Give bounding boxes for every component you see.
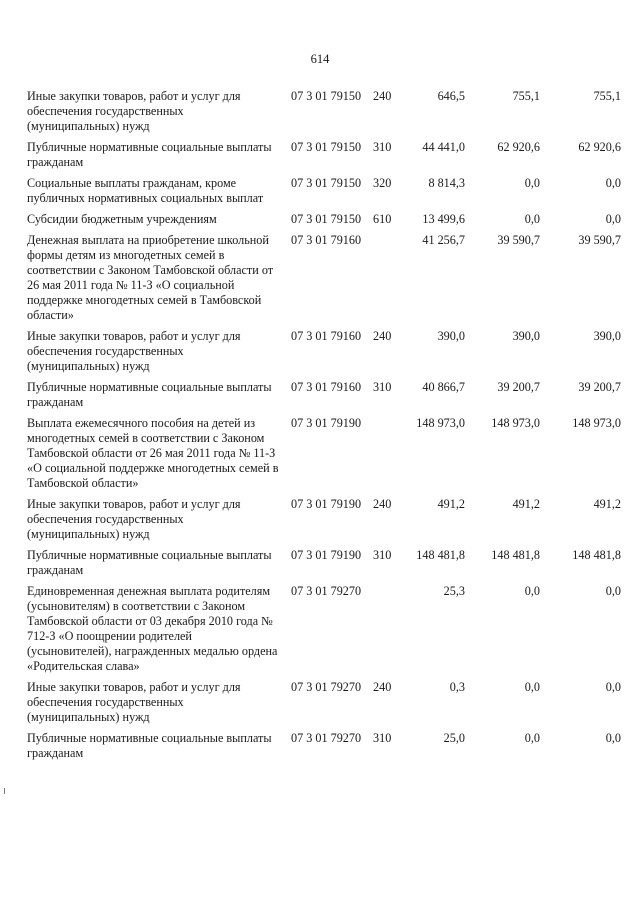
row-expense-type: 320	[373, 176, 392, 190]
row-amount-year-3: 62 920,6	[578, 140, 621, 154]
row-amount-year-1: 44 441,0	[422, 140, 465, 154]
row-amount-year-3: 755,1	[593, 89, 621, 103]
row-target-article: 07 3 01 79190	[291, 548, 362, 562]
row-amount-year-1: 491,2	[437, 497, 465, 511]
row-name: Субсидии бюджетным учреждениям	[27, 212, 217, 226]
row-amount-year-3: 148 481,8	[572, 548, 621, 562]
row-amount-year-1: 646,5	[437, 89, 465, 103]
row-expense-type: 310	[373, 731, 392, 745]
row-amount-year-1: 13 499,6	[422, 212, 465, 226]
row-expense-type: 240	[373, 680, 392, 694]
row-expense-type	[373, 416, 399, 497]
row-expense-type	[373, 233, 399, 329]
row-amount-year-2: 390,0	[512, 329, 540, 343]
row-name: Единовременная денежная выплата родителям (усыновителям) в соответствии с Законом Тамбовской области от 03 декабря 2010 года № 712-З «О поощрении родителей (усыновителей), награжденных медалью ордена «Родительская слава»	[27, 584, 278, 673]
row-amount-year-3: 491,2	[593, 497, 621, 511]
row-amount-year-2: 0,0	[524, 176, 540, 190]
row-name: Денежная выплата на приобретение школьной формы детям из многодетных семей в соответствии с Законом Тамбовской области от 26 мая 2011 года № 11-З «О социальной поддержке многодетных семей в Тамбовской области»	[27, 233, 274, 322]
table-row	[27, 497, 621, 548]
row-amount-year-2: 0,0	[524, 584, 540, 598]
row-amount-year-1: 25,0	[443, 731, 465, 745]
row-name: Иные закупки товаров, работ и услуг для обеспечения государственных (муниципальных) нужд	[27, 329, 241, 373]
scan-margin-mark	[4, 788, 7, 794]
table-row	[27, 212, 621, 233]
row-amount-year-1: 40 866,7	[422, 380, 465, 394]
row-target-article: 07 3 01 79160	[291, 329, 362, 343]
table-row	[27, 380, 621, 416]
row-expense-type: 310	[373, 548, 392, 562]
row-target-article: 07 3 01 79270	[291, 584, 362, 598]
row-amount-year-3: 0,0	[605, 680, 621, 694]
table-row	[27, 329, 621, 380]
row-name: Иные закупки товаров, работ и услуг для обеспечения государственных (муниципальных) нужд	[27, 89, 241, 133]
row-target-article: 07 3 01 79190	[291, 416, 362, 430]
row-name: Публичные нормативные социальные выплаты гражданам	[27, 380, 272, 409]
row-amount-year-1: 148 481,8	[416, 548, 465, 562]
row-expense-type: 240	[373, 89, 392, 103]
row-amount-year-3: 0,0	[605, 212, 621, 226]
row-amount-year-3: 39 200,7	[578, 380, 621, 394]
row-amount-year-3: 390,0	[593, 329, 621, 343]
table-row	[27, 731, 621, 767]
table-row	[27, 548, 621, 584]
row-amount-year-2: 0,0	[524, 212, 540, 226]
row-expense-type: 610	[373, 212, 392, 226]
row-target-article: 07 3 01 79190	[291, 497, 362, 511]
row-amount-year-2: 148 481,8	[491, 548, 540, 562]
table-row	[27, 680, 621, 731]
row-expense-type	[373, 584, 399, 680]
row-amount-year-2: 0,0	[524, 731, 540, 745]
row-target-article: 07 3 01 79270	[291, 731, 362, 745]
row-amount-year-1: 390,0	[437, 329, 465, 343]
row-name: Публичные нормативные социальные выплаты гражданам	[27, 140, 272, 169]
row-target-article: 07 3 01 79160	[291, 380, 362, 394]
row-expense-type: 310	[373, 380, 392, 394]
row-name: Иные закупки товаров, работ и услуг для обеспечения государственных (муниципальных) нужд	[27, 497, 241, 541]
table-row	[27, 233, 621, 329]
table-row	[27, 176, 621, 212]
row-amount-year-2: 491,2	[512, 497, 540, 511]
row-expense-type: 240	[373, 329, 392, 343]
row-target-article: 07 3 01 79160	[291, 233, 362, 247]
row-expense-type: 240	[373, 497, 392, 511]
row-name: Публичные нормативные социальные выплаты гражданам	[27, 548, 272, 577]
row-amount-year-3: 0,0	[605, 731, 621, 745]
row-target-article: 07 3 01 79150	[291, 176, 362, 190]
row-amount-year-2: 148 973,0	[491, 416, 540, 430]
row-target-article: 07 3 01 79150	[291, 140, 362, 154]
row-amount-year-3: 0,0	[605, 584, 621, 598]
page-number: 614	[310, 52, 330, 66]
budget-table-body	[27, 89, 621, 767]
row-expense-type: 310	[373, 140, 392, 154]
row-amount-year-1: 25,3	[443, 584, 465, 598]
table-row	[27, 584, 621, 680]
row-name: Выплата ежемесячного пособия на детей из многодетных семей в соответствии с Законом Тамбовской области от 26 мая 2011 года № 11-З «О социальной поддержке многодетных семей в Тамбовской области»	[27, 416, 279, 490]
table-row	[27, 89, 621, 140]
row-amount-year-2: 62 920,6	[497, 140, 540, 154]
row-amount-year-3: 39 590,7	[578, 233, 621, 247]
row-amount-year-2: 0,0	[524, 680, 540, 694]
row-target-article: 07 3 01 79270	[291, 680, 362, 694]
table-row	[27, 416, 621, 497]
row-name: Публичные нормативные социальные выплаты гражданам	[27, 731, 272, 760]
row-name: Социальные выплаты гражданам, кроме публичных нормативных социальных выплат	[27, 176, 264, 205]
row-amount-year-1: 148 973,0	[416, 416, 465, 430]
row-name: Иные закупки товаров, работ и услуг для обеспечения государственных (муниципальных) нужд	[27, 680, 241, 724]
row-amount-year-3: 0,0	[605, 176, 621, 190]
row-amount-year-2: 755,1	[512, 89, 540, 103]
table-row	[27, 140, 621, 176]
budget-table	[27, 89, 621, 767]
row-amount-year-1: 41 256,7	[422, 233, 465, 247]
row-amount-year-1: 0,3	[449, 680, 465, 694]
row-target-article: 07 3 01 79150	[291, 212, 362, 226]
row-target-article: 07 3 01 79150	[291, 89, 362, 103]
row-amount-year-2: 39 200,7	[497, 380, 540, 394]
row-amount-year-1: 8 814,3	[428, 176, 465, 190]
row-amount-year-2: 39 590,7	[497, 233, 540, 247]
row-amount-year-3: 148 973,0	[572, 416, 621, 430]
